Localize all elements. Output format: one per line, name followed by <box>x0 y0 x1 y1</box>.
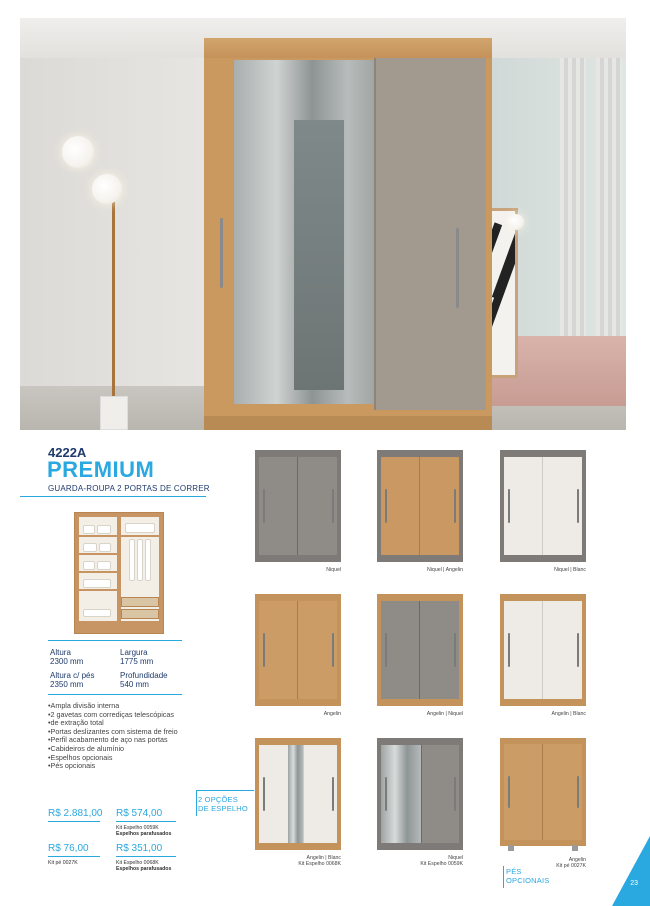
divider <box>48 694 182 695</box>
variant-caption: Niquel | Blanc <box>554 567 586 573</box>
divider <box>48 640 182 641</box>
wardrobe-variant-niquel-blanc <box>500 450 586 562</box>
hero-wardrobe-grey-door <box>374 58 486 410</box>
wardrobe-variant-angelin-feet <box>500 738 586 846</box>
door-handle <box>456 228 459 308</box>
divider <box>48 856 100 857</box>
wardrobe-variant-angelin-blanc <box>500 594 586 706</box>
height-label: Altura <box>50 648 71 657</box>
variant-caption: Angelin <box>568 857 586 863</box>
product-subtitle: GUARDA-ROUPA 2 PORTAS DE CORRER <box>48 484 210 493</box>
divider <box>116 856 176 857</box>
lamp-globe <box>92 174 122 204</box>
lamp-globe <box>62 136 94 168</box>
variant-caption: Kit Espelho 0068K <box>298 861 341 867</box>
floor-lamp <box>112 188 115 408</box>
mirror-options-label: DE ESPELHO <box>198 804 248 813</box>
width-label: Largura <box>120 648 148 657</box>
divider <box>116 821 176 822</box>
hero-wardrobe-mirror-door <box>234 60 376 404</box>
price-mirror-kit-2: R$ 351,00 <box>116 843 163 854</box>
mirror-options-label: 2 OPÇÕES <box>198 795 238 804</box>
variant-caption: Angelin | Blanc <box>551 711 586 717</box>
lamp-base <box>100 396 128 430</box>
variant-caption: Niquel | Angelin <box>427 567 463 573</box>
feature-item: • Perfil acabamento de aço nas portas <box>48 736 178 745</box>
divider <box>196 790 254 791</box>
open-wardrobe-illustration <box>74 512 164 634</box>
variant-caption: Angelin | Blanc <box>306 855 341 861</box>
small-lamp-globe <box>508 214 524 230</box>
variant-caption: Niquel <box>326 567 341 573</box>
divider <box>20 496 206 497</box>
feature-item: • de extração total <box>48 719 178 728</box>
product-model: 4222A <box>48 445 87 460</box>
divider <box>196 790 197 816</box>
variant-caption: Angelin | Niquel <box>426 711 463 717</box>
feature-item: • 2 gavetas com corrediças telescópicas <box>48 711 178 720</box>
width-value: 1775 mm <box>120 657 154 666</box>
height-feet-value: 2350 mm <box>50 680 84 689</box>
mirror-kit-1-note: Kit Espelho 0059K <box>116 825 159 831</box>
depth-value: 540 mm <box>120 680 149 689</box>
wardrobe-variant-niquel-mirror <box>377 738 463 850</box>
page-corner-accent <box>612 836 650 906</box>
feature-item: • Pés opcionais <box>48 762 178 771</box>
page-number: 23 <box>630 880 638 887</box>
feature-list <box>48 702 178 771</box>
feet-options-label: PÉS <box>506 867 522 876</box>
mirror-kit-1-note-bold: Espelhos parafusados <box>116 831 172 837</box>
price-mirror-kit-1: R$ 574,00 <box>116 808 163 819</box>
depth-label: Profundidade <box>120 671 168 680</box>
feet-note: Kit pé 0027K <box>48 860 78 866</box>
feature-item: • Ampla divisão interna <box>48 702 178 711</box>
mirror-kit-2-note-bold: Espelhos parafusados <box>116 866 172 872</box>
feature-item: • Espelhos opcionais <box>48 754 178 763</box>
feature-item: • Cabideiros de alumínio <box>48 745 178 754</box>
wardrobe-variant-niquel-angelin <box>377 450 463 562</box>
height-feet-label: Altura c/ pés <box>50 671 95 680</box>
height-value: 2300 mm <box>50 657 84 666</box>
divider <box>48 821 100 822</box>
variant-caption: Kit Espelho 0059K <box>420 861 463 867</box>
product-name: PREMIUM <box>47 457 155 482</box>
variant-caption: Niquel <box>448 855 463 861</box>
hero-photo <box>20 18 626 430</box>
wardrobe-variant-angelin <box>255 594 341 706</box>
price-main: R$ 2.881,00 <box>48 808 103 819</box>
wardrobe-variant-angelin-niquel <box>377 594 463 706</box>
mirror-kit-2-note: Kit Espelho 0068K <box>116 860 159 866</box>
door-handle <box>220 218 223 288</box>
feature-item: • Portas deslizantes com sistema de freio <box>48 728 178 737</box>
divider <box>503 866 504 888</box>
variant-caption: Kit pé 0027K <box>556 863 586 869</box>
variant-caption: Angelin <box>323 711 341 717</box>
wardrobe-variant-niquel <box>255 450 341 562</box>
wardrobe-variant-angelin-blanc-mirror <box>255 738 341 850</box>
feet-options-label: OPCIONAIS <box>506 876 550 885</box>
price-feet: R$ 76,00 <box>48 843 89 854</box>
